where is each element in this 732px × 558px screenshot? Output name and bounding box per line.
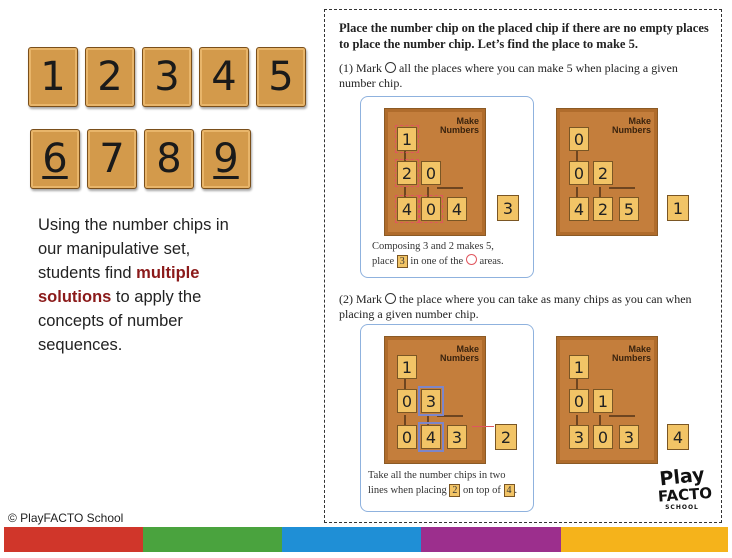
board-chip: 2: [397, 161, 417, 185]
caption-1: Composing 3 and 2 makes 5, place 3 in one of the areas.: [372, 241, 504, 267]
board-chip: 1: [397, 355, 417, 379]
board-chip: 5: [619, 197, 639, 221]
board-chip: 0: [397, 425, 417, 449]
board-chip: 4: [397, 197, 417, 221]
board-chip: 2: [593, 197, 613, 221]
given-chip: 2: [495, 424, 517, 450]
board-chip: 3: [421, 389, 441, 413]
question-1: (1) Mark all the places where you can make 5 when placing a given number chip.: [339, 61, 678, 90]
make-numbers-logo: Make Numbers: [611, 344, 651, 363]
board-chip: 0: [593, 425, 613, 449]
board-chip: 1: [569, 355, 589, 379]
board-chip: 0: [569, 127, 589, 151]
board-1: [384, 108, 486, 236]
description: Using the number chips in our manipulative set, students find multiple solutions to apply the concepts of number sequences.: [38, 216, 229, 354]
number-chip-7: 7: [87, 129, 137, 189]
caption-2: Take all the number chips in two lines when placing 2 on top of 4 .: [368, 470, 518, 496]
number-chip-6: 6: [30, 129, 80, 189]
question-2: (2) Mark the place where you can take as many chips as you can when placing a given number chip.: [339, 292, 692, 321]
highlight-text: multiple solutions: [38, 264, 200, 306]
given-chip: 3: [497, 195, 519, 221]
board-chip: 1: [593, 389, 613, 413]
board-chip: 3: [619, 425, 639, 449]
board-chip: 0: [421, 197, 441, 221]
worksheet-title: Place the number chip on the placed chip if there are no empty places to place the number chip. Let’s find the place to make 5.: [339, 21, 709, 51]
circle-icon: [385, 293, 396, 304]
board-chip: 0: [397, 389, 417, 413]
board-chip: 0: [569, 389, 589, 413]
board-chip: 4: [447, 197, 467, 221]
board-chip: 1: [397, 127, 417, 151]
make-numbers-logo: Make Numbers: [611, 116, 651, 135]
number-chip-2: 2: [85, 47, 135, 107]
footer-bar-red: [4, 527, 143, 552]
make-numbers-logo: Make Numbers: [439, 344, 479, 363]
circle-icon: [385, 62, 396, 73]
given-chip: 4: [667, 424, 689, 450]
footer-bar-purple: [421, 527, 561, 552]
footer-bar-yellow: [561, 527, 728, 552]
number-chip-5: 5: [256, 47, 306, 107]
board-2: [556, 108, 658, 236]
board-chip: 3: [569, 425, 589, 449]
number-chip-9: 9: [201, 129, 251, 189]
board-chip: 3: [447, 425, 467, 449]
board-chip: 0: [421, 161, 441, 185]
number-chip-1: 1: [28, 47, 78, 107]
footer-bar-blue: [282, 527, 421, 552]
board-chip: 4: [421, 425, 441, 449]
number-chip-3: 3: [142, 47, 192, 107]
board-3: [384, 336, 486, 464]
board-chip: 0: [569, 161, 589, 185]
board-4: [556, 336, 658, 464]
red-circle-icon: [466, 254, 477, 265]
make-numbers-logo: Make Numbers: [439, 116, 479, 135]
board-chip: 4: [569, 197, 589, 221]
given-chip: 1: [667, 195, 689, 221]
playfacto-logo: Play FACTO SCHOOL: [657, 463, 713, 511]
copyright: © PlayFACTO School: [8, 511, 124, 525]
number-chip-4: 4: [199, 47, 249, 107]
footer-bar-green: [143, 527, 282, 552]
number-chip-8: 8: [144, 129, 194, 189]
pointer-line: [472, 426, 494, 427]
board-chip: 2: [593, 161, 613, 185]
